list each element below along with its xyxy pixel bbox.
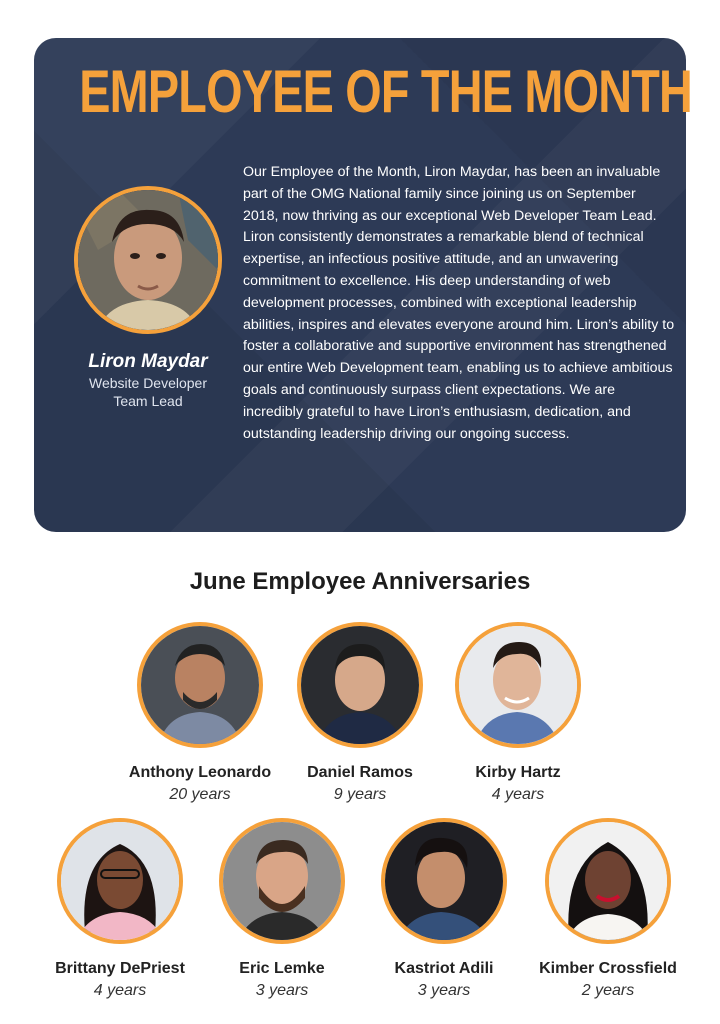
anniversary-person bbox=[110, 622, 290, 804]
featured-employee-role: Website Developer Team Lead bbox=[88, 375, 208, 409]
person-name: Kimber Crossfield bbox=[539, 960, 677, 977]
person-photo bbox=[219, 818, 345, 944]
anniversaries-heading: June Employee Anniversaries bbox=[189, 568, 531, 595]
person-name: Eric Lemke bbox=[239, 960, 325, 977]
anniversary-person bbox=[30, 818, 210, 1000]
person-photo bbox=[297, 622, 423, 748]
person-photo bbox=[545, 818, 671, 944]
anniversary-person bbox=[354, 818, 534, 1000]
person-years: 9 years bbox=[333, 786, 387, 803]
person-name: Kirby Hartz bbox=[475, 764, 561, 781]
person-name: Anthony Leonardo bbox=[128, 764, 272, 781]
person-name: Kastriot Adili bbox=[394, 960, 494, 977]
anniversary-person bbox=[518, 818, 698, 1000]
person-name: Brittany DePriest bbox=[55, 960, 185, 977]
person-photo bbox=[137, 622, 263, 748]
person-years: 4 years bbox=[491, 786, 545, 803]
person-photo bbox=[381, 818, 507, 944]
person-years: 3 years bbox=[255, 982, 309, 999]
person-photo bbox=[57, 818, 183, 944]
person-years: 4 years bbox=[93, 982, 147, 999]
featured-employee-description: Our Employee of the Month, Liron Maydar, has been an invaluable part of the OMG National family since joining us on September 2018, now thriving as our exceptional Web Developer Team Lead. Liron consistently demonstrates a remarkable blend of technical expertise, an infectious positive attitude, and an unwavering commitment to excellence. His deep understanding of web development processes, combined with exceptional leadership abilities, inspires and elevates everyone around him. Liron’s ability to foster a collaborative and supportive environment has strengthened our entire Web Development team, enabling us to achieve ambitious goals and continuously surpass client expectations. We are incredibly grateful to have Liron’s enthusiasm, dedication, and outstanding leadership driving our ongoing success. bbox=[243, 164, 675, 442]
anniversary-person bbox=[192, 818, 372, 1000]
person-name: Daniel Ramos bbox=[307, 764, 413, 781]
featured-employee-photo bbox=[74, 186, 222, 334]
person-years: 3 years bbox=[417, 982, 471, 999]
anniversary-person bbox=[428, 622, 608, 804]
person-years: 20 years bbox=[169, 786, 231, 803]
person-photo bbox=[455, 622, 581, 748]
anniversary-person bbox=[270, 622, 450, 804]
person-years: 2 years bbox=[581, 982, 635, 999]
featured-employee-name: Liron Maydar bbox=[88, 351, 208, 372]
employee-of-month-title: EMPLOYEE OF THE MONTH bbox=[79, 58, 693, 125]
